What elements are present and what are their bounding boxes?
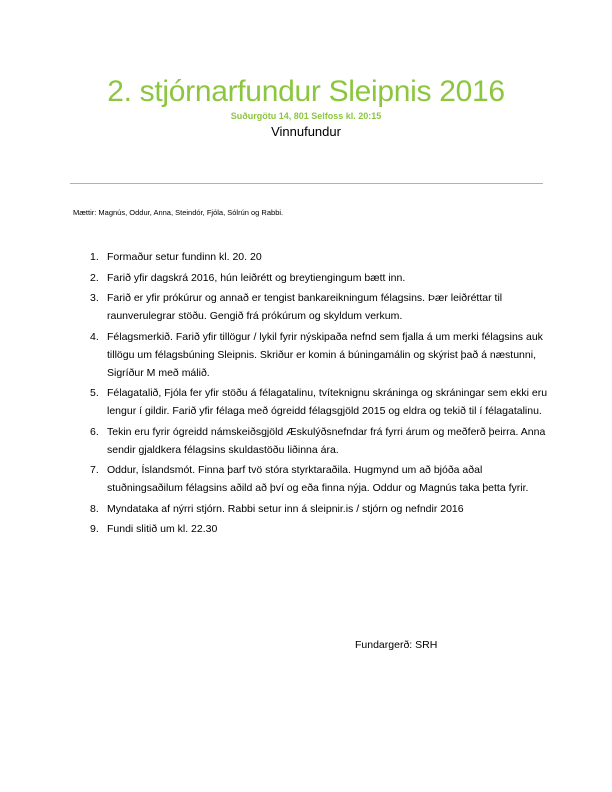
agenda-item [90, 248, 560, 266]
agenda-item-text: Félagsmerkið. Farið yfir tillögur / lykil fyrir nýskipaða nefnd sem fjalla á um merki félagsins auk tillögu um félagsbúning Sleipnis. Skriður er komin á búningamálin og skýrist það á næstunni, Sigríður M með málið. [107, 330, 543, 379]
agenda-item-text: Oddur, Íslandsmót. Finna þarf tvö stóra styrktaraðila. Hugmynd um að bjóða aðal stuðningsaðilum félagsins aðild að því og eða finna nýja. Oddur og Magnús taka þetta fyrir. [107, 464, 529, 494]
agenda-item [90, 520, 560, 538]
header-divider [70, 183, 543, 184]
agenda-item-text: Farið er yfir prókúrur og annað er tengist bankareikningum félagsins. Þær leiðréttar til raunverulegrar stöðu. Gengið frá prókúrum og skyldum verkum. [107, 292, 503, 322]
agenda-item [90, 384, 560, 420]
agenda-item-text: Farið yfir dagskrá 2016, hún leiðrétt og breytiengingum bætt inn. [107, 271, 406, 284]
agenda-item-number: 3. [90, 292, 99, 304]
agenda-item-number: 9. [90, 523, 99, 535]
document-title: 2. stjórnarfundur Sleipnis 2016 [107, 75, 505, 108]
agenda-item [90, 500, 560, 518]
agenda-item-number: 7. [90, 464, 99, 476]
agenda-item-text: Tekin eru fyrir ógreidd námskeiðsgjöld Æskulýðsnefndar frá fyrri árum og meðferð þeirra. Anna sendir gjaldkera félagsins skuldastöðu liðinna ára. [107, 425, 546, 456]
agenda-item [90, 328, 560, 382]
agenda-item-text: Fundi slitið um kl. 22.30 [107, 523, 218, 535]
agenda-item-number: 5. [90, 387, 99, 399]
meeting-address: Suðurgötu 14, 801 Selfoss kl. 20:15 [230, 111, 382, 121]
minutes-signature: Fundargerð: SRH [355, 639, 438, 651]
agenda-item [90, 423, 560, 459]
agenda-list [90, 248, 560, 541]
meeting-subtitle: Vinnufundur [271, 124, 341, 139]
agenda-item-number: 4. [90, 330, 99, 343]
agenda-item [90, 289, 560, 325]
agenda-item-number: 2. [90, 271, 99, 284]
agenda-item-number: 6. [90, 425, 99, 438]
agenda-item [90, 461, 560, 497]
agenda-item-text: Félagatalið, Fjóla fer yfir stöðu á félagatalinu, tvíteknignu skráninga og skráningar sem ekki eru lengur í gildir. Farið yfir félaga með ógreidd félagsgjöld 2015 og eldra og tekið til í félagatalinu. [107, 387, 548, 417]
agenda-item-text: Formaður setur fundinn kl. 20. 20 [107, 251, 262, 263]
agenda-item-number: 1. [90, 251, 99, 263]
agenda-item-number: 8. [90, 502, 99, 515]
attendees-line: Mættir: Magnús, Oddur, Anna, Steindór, Fjóla, Sólrún og Rabbi. [73, 208, 284, 217]
agenda-item-text: Myndataka af nýrri stjórn. Rabbi setur inn á sleipnir.is / stjórn og nefndir 2016 [107, 502, 464, 515]
agenda-item [90, 269, 560, 287]
